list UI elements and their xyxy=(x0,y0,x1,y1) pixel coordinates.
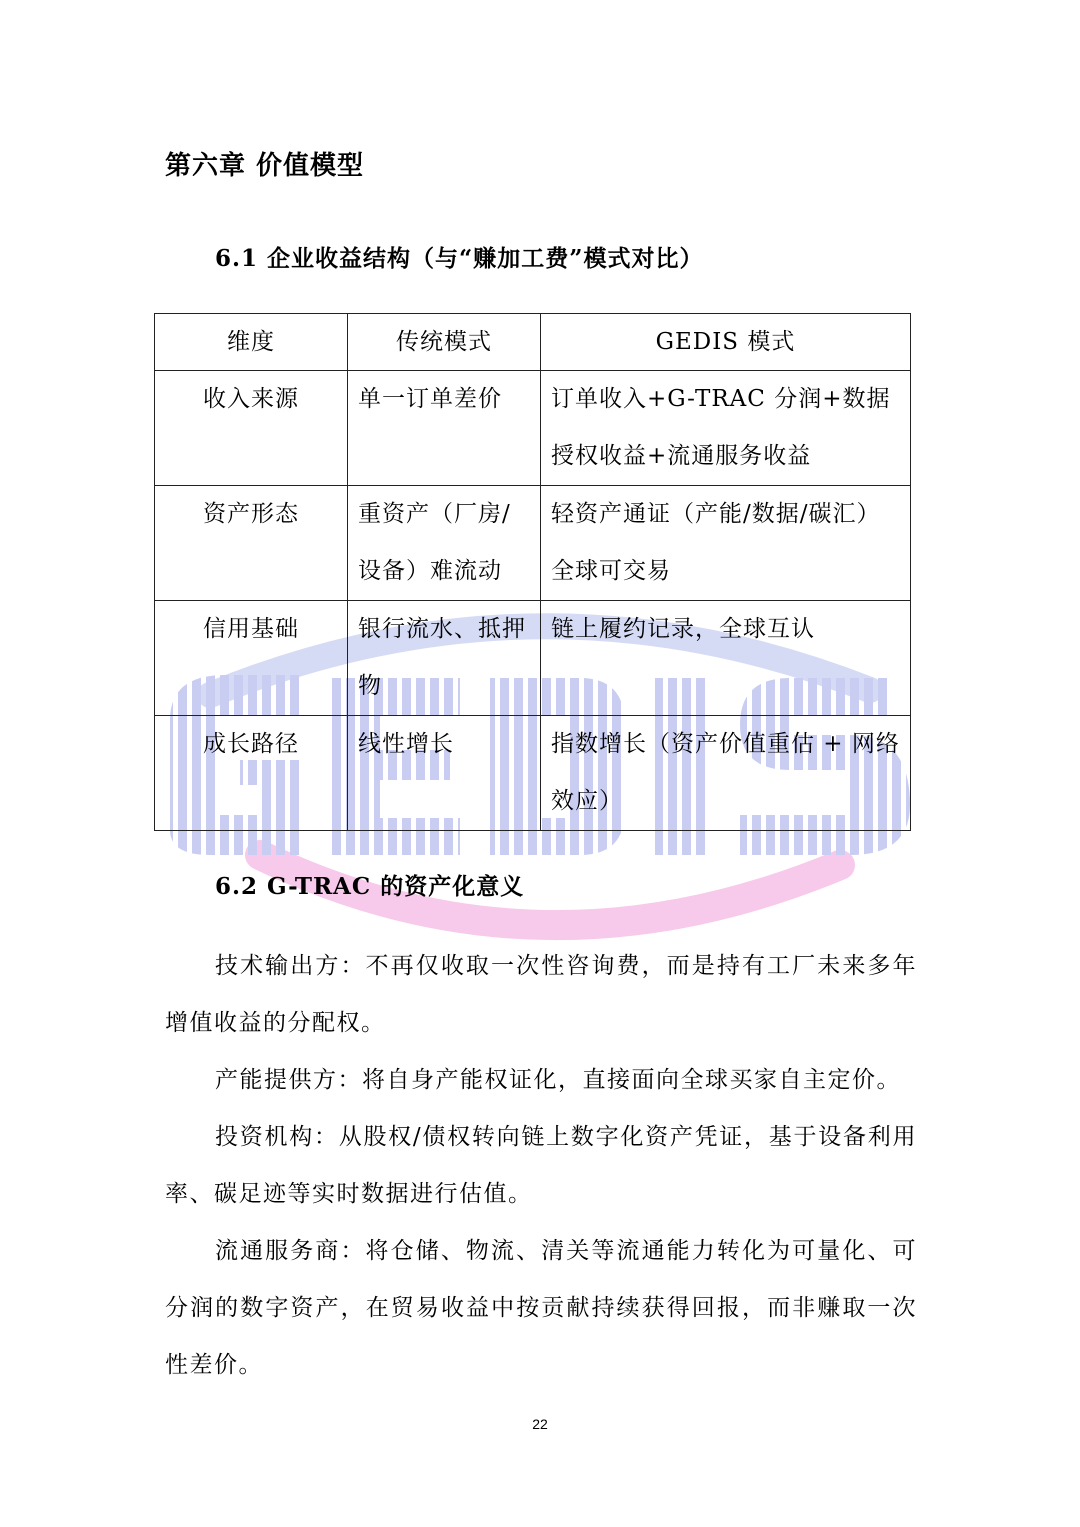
table-row xyxy=(155,486,911,601)
comparison-table xyxy=(154,313,911,831)
table-cell: 轻资产通证（产能/数据/碳汇）全球可交易 xyxy=(541,486,911,601)
table-header-cell: 维度 xyxy=(155,314,348,371)
table-cell: 收入来源 xyxy=(155,371,348,486)
paragraph: 投资机构：从股权/债权转向链上数字化资产凭证，基于设备利用率、碳足迹等实时数据进行估值。 xyxy=(165,1124,917,1207)
section-2-body xyxy=(165,938,917,1394)
table-row xyxy=(155,716,911,831)
table-header-cell: 传统模式 xyxy=(348,314,541,371)
table-cell: 订单收入+G-TRAC 分润+数据授权收益+流通服务收益 xyxy=(541,371,911,486)
table-cell: 成长路径 xyxy=(155,716,348,831)
table-cell: 链上履约记录，全球互认 xyxy=(541,601,911,716)
paragraph: 技术输出方：不再仅收取一次性咨询费，而是持有工厂未来多年增值收益的分配权。 xyxy=(165,953,917,1036)
table-cell: 单一订单差价 xyxy=(348,371,541,486)
table-cell: 银行流水、抵押物 xyxy=(348,601,541,716)
table-header-row xyxy=(155,314,911,371)
chapter-title: 第六章 价值模型 xyxy=(165,151,365,181)
paragraph: 产能提供方：将自身产能权证化，直接面向全球买家自主定价。 xyxy=(215,1067,901,1093)
table-row xyxy=(155,601,911,716)
table-cell: 重资产（厂房/设备）难流动 xyxy=(348,486,541,601)
paragraph: 流通服务商：将仓储、物流、清关等流通能力转化为可量化、可分润的数字资产，在贸易收益中按贡献持续获得回报，而非赚取一次性差价。 xyxy=(165,1238,917,1378)
table-cell: 指数增长（资产价值重估 + 网络效应） xyxy=(541,716,911,831)
page-number: 22 xyxy=(532,1416,548,1432)
table-header-cell: GEDIS 模式 xyxy=(541,314,911,371)
table-cell: 信用基础 xyxy=(155,601,348,716)
table-row xyxy=(155,371,911,486)
table-cell: 线性增长 xyxy=(348,716,541,831)
section-title-6-2: 6.2 G-TRAC 的资产化意义 xyxy=(215,873,525,900)
section-title-6-1: 6.1 企业收益结构（与“赚加工费”模式对比） xyxy=(215,245,704,272)
table-cell: 资产形态 xyxy=(155,486,348,601)
